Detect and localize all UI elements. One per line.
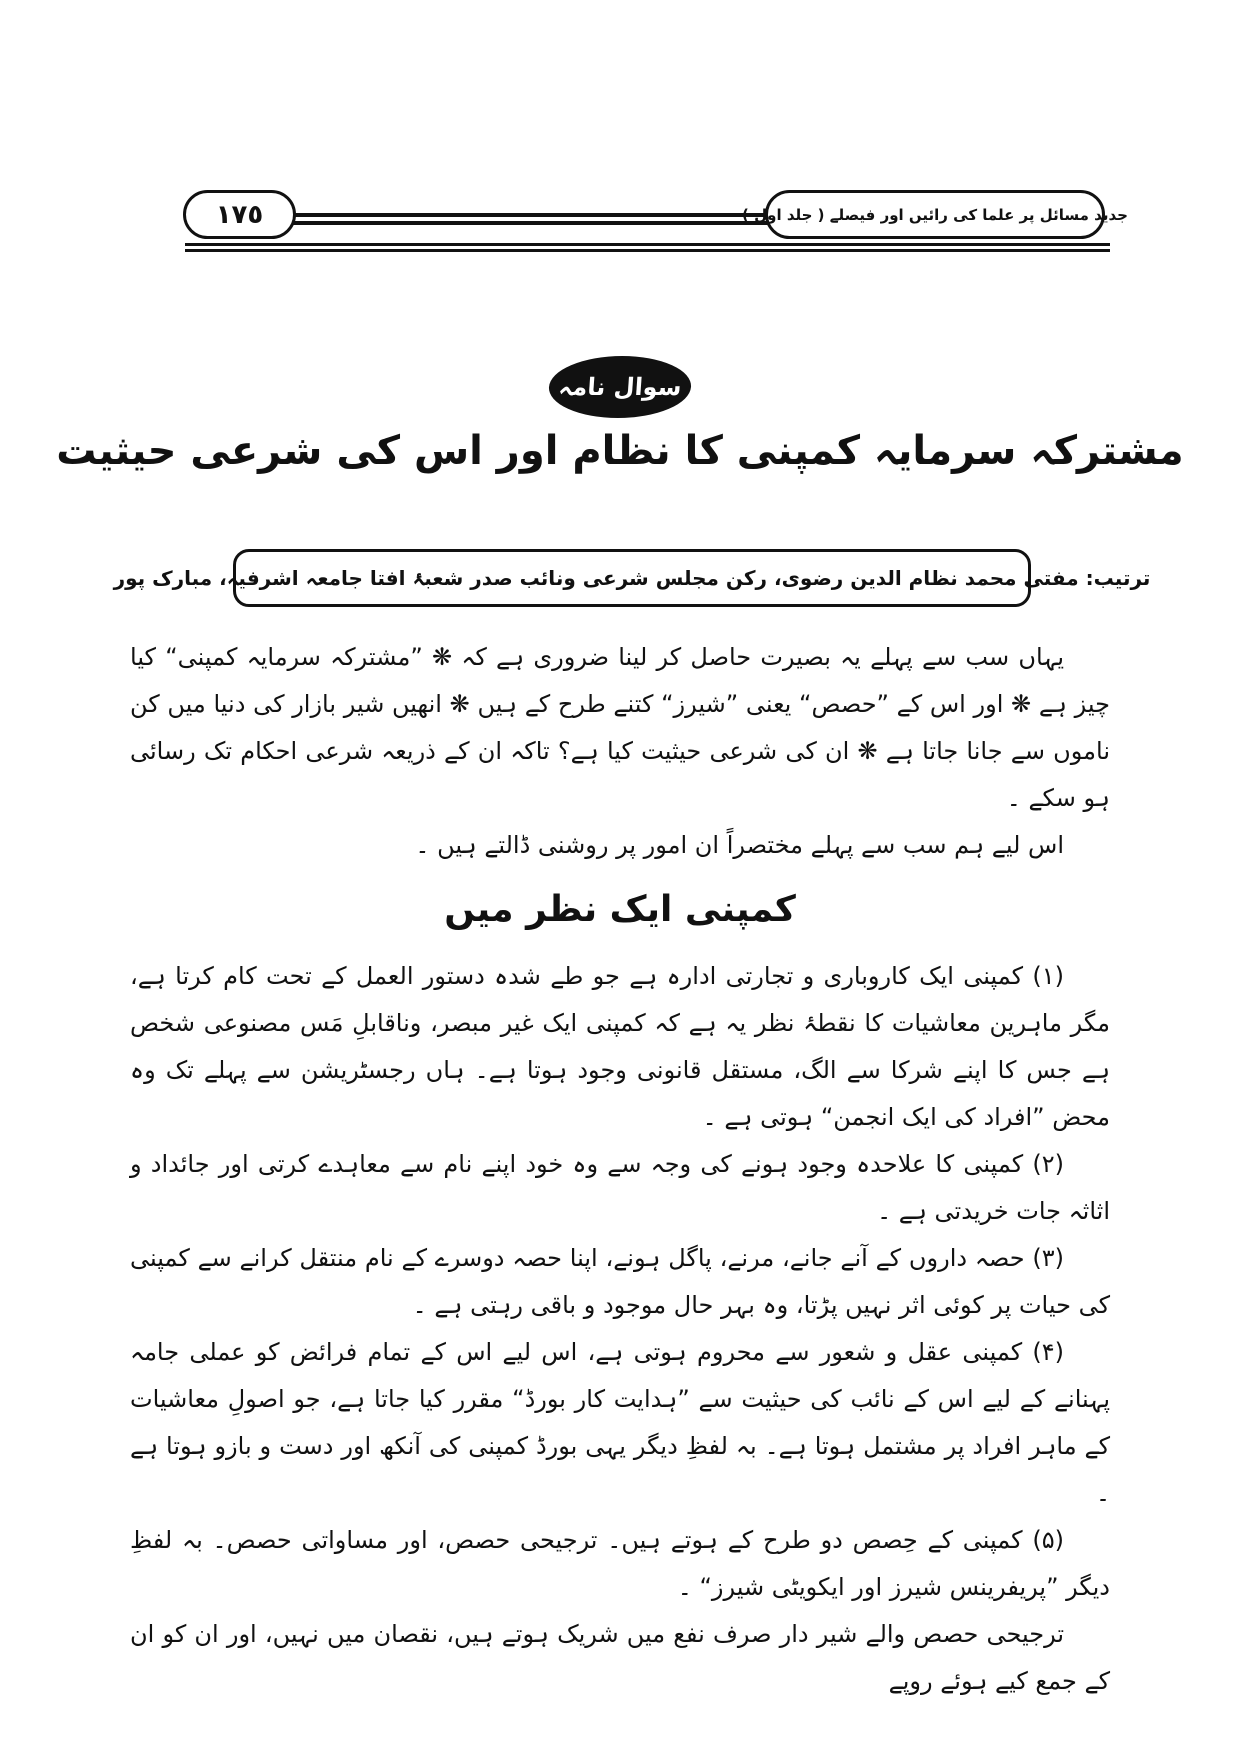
intro-paragraph: یہاں سب سے پہلے یہ بصیرت حاصل کر لینا ضروری ہے کہ ❋ ”مشترکہ سرمایہ کمپنی“ کیا چیز ہے ❋ اور اس کے ”حصص“ یعنی ”شیرز“ کتنے طرح کے ہیں ❋ انھیں شیر بازار کی دنیا میں کن ناموں سے جانا جاتا ہے ❋ ان کی شرعی حیثیت کیا ہے؟ تاکہ ان کے ذریعہ شرعی احکام تک رسائی ہو سکے ۔ xyxy=(130,643,1111,812)
point-4: (۴) کمپنی عقل و شعور سے محروم ہوتی ہے، اس لیے اس کے تمام فرائض کو عملی جامہ پہنانے کے لیے اس کے نائب کی حیثیت سے ”ہدایت کار بورڈ“ مقرر کیا جاتا ہے، جو اصولِ معاشیات کے ماہر افراد پر مشتمل ہوتا ہے۔ بہ لفظِ دیگر یہی بورڈ کمپنی کی آنکھ اور دست و بازو ہوتا ہے ۔ xyxy=(130,1338,1111,1507)
page-number: ١٧٥ xyxy=(215,199,264,230)
book-title: جدید مسائل پر علما کی رائیں اور فیصلے ( جلد اول ) xyxy=(742,205,1128,224)
chapter-banner-label: سوال نامہ xyxy=(557,373,683,401)
point-5: (۵) کمپنی کے حِصص دو طرح کے ہوتے ہیں۔ ترجیحی حصص، اور مساواتی حصص۔ بہ لفظِ دیگر ”پریفرینس شیرز اور ایکویٹی شیرز“ ۔ xyxy=(130,1526,1110,1601)
article-body xyxy=(130,634,1110,1705)
byline-text: ترتیب: مفتی محمد نظام الدین رضوی، رکن مجلس شرعی ونائب صدر شعبۂ افتا جامعہ اشرفیہ، مبارک پور xyxy=(113,566,1151,590)
section-heading: کمپنی ایک نظر میں xyxy=(444,889,796,930)
header-double-rule xyxy=(292,213,768,225)
header-bottom-double-rule xyxy=(185,243,1110,252)
point-3: (۳) حصہ داروں کے آنے جانے، مرنے، پاگل ہونے، اپنا حصہ دوسرے کے نام منتقل کرانے سے کمپنی کی حیات پر کوئی اثر نہیں پڑتا، وہ بہر حال موجود و باقی رہتی ہے ۔ xyxy=(130,1244,1110,1319)
intro-closing-line: اس لیے ہم سب سے پہلے مختصراً ان امور پر روشنی ڈالتے ہیں ۔ xyxy=(415,831,1064,859)
byline-box xyxy=(113,549,1151,607)
chapter-banner xyxy=(547,356,693,418)
book-title-badge xyxy=(742,190,1128,239)
point-1: (۱) کمپنی ایک کاروباری و تجارتی ادارہ ہے جو طے شدہ دستور العمل کے تحت کام کرتا ہے، مگر ماہرین معاشیات کا نقطۂ نظر یہ ہے کہ کمپنی ایک غیر مبصر، وناقابلِ مَس مصنوعی شخص ہے جس کا اپنے شرکا سے الگ، مستقل قانونی وجود ہوتا ہے۔ ہاں رجسٹریشن سے پہلے تک وہ محض ”افراد کی ایک انجمن“ ہوتی ہے ۔ xyxy=(130,962,1110,1131)
page-number-badge xyxy=(183,190,296,239)
article-title: مشترکہ سرمایہ کمپنی کا نظام اور اس کی شرعی حیثیت xyxy=(56,428,1184,474)
continuation-paragraph: ترجیحی حصص والے شیر دار صرف نفع میں شریک ہوتے ہیں، نقصان میں نہیں، اور ان کو ان کے جمع کیے ہوئے روپے xyxy=(130,1620,1110,1695)
point-2: (۲) کمپنی کا علاحدہ وجود ہونے کی وجہ سے وہ خود اپنے نام سے معاہدے کرتی اور جائداد و اثاثہ جات خریدتی ہے ۔ xyxy=(130,1150,1110,1225)
